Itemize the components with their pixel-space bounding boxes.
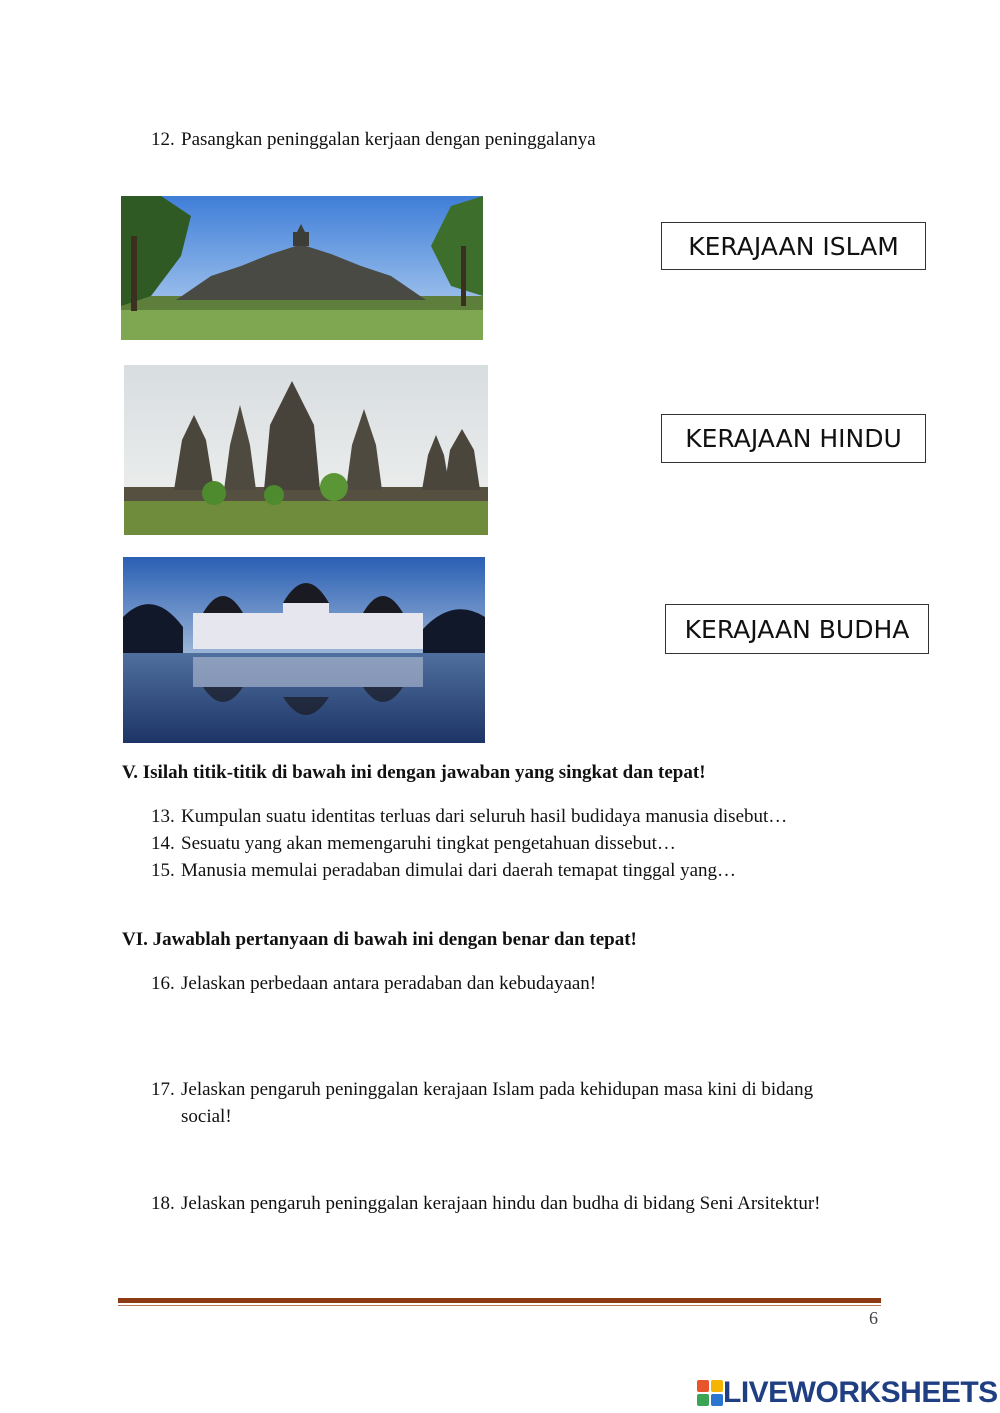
page-number: 6 xyxy=(869,1308,878,1328)
question-number: 13. xyxy=(151,806,175,827)
label-text: KERAJAAN HINDU xyxy=(685,424,902,453)
question-14 xyxy=(151,830,676,857)
question-text: Pasangkan peninggalan kerjaan dengan peninggalanya xyxy=(181,129,596,150)
borobudur-temple-photo[interactable] xyxy=(121,196,483,340)
question-number: 12. xyxy=(151,129,175,150)
section-v-title: V. Isilah titik-titik di bawah ini dengan jawaban yang singkat dan tepat! xyxy=(122,762,706,783)
question-text-continuation: social! xyxy=(181,1106,232,1127)
section-vi-title: VI. Jawablah pertanyaan di bawah ini dengan benar dan tepat! xyxy=(122,929,637,950)
question-number: 14. xyxy=(151,833,175,854)
question-text: Jelaskan perbedaan antara peradaban dan kebudayaan! xyxy=(181,973,597,994)
liveworksheets-logo xyxy=(697,1376,998,1410)
prambanan-temple-photo[interactable] xyxy=(124,365,488,535)
label-text: KERAJAAN ISLAM xyxy=(688,231,899,261)
question-text: Jelaskan pengaruh peninggalan kerajaan hindu dan budha di bidang Seni Arsitektur! xyxy=(181,1193,821,1214)
question-text: Manusia memulai peradaban dimulai dari daerah temapat tinggal yang… xyxy=(181,860,737,881)
liveworksheets-logo-icon xyxy=(697,1380,723,1406)
label-text: KERAJAAN BUDHA xyxy=(684,614,910,644)
question-number: 17. xyxy=(151,1079,175,1100)
brand-name: LIVEWORKSHEETS xyxy=(723,1376,998,1409)
question-number: 16. xyxy=(151,973,175,994)
question-12 xyxy=(151,126,596,153)
question-text: Kumpulan suatu identitas terluas dari seluruh hasil budidaya manusia disebut… xyxy=(181,806,788,827)
question-18 xyxy=(151,1190,821,1217)
question-text: Sesuatu yang akan memengaruhi tingkat pengetahuan dissebut… xyxy=(181,833,676,854)
baiturrahman-mosque-photo[interactable] xyxy=(123,557,485,743)
question-text: Jelaskan pengaruh peninggalan kerajaan Islam pada kehidupan masa kini di bidang xyxy=(181,1079,814,1100)
question-number: 18. xyxy=(151,1193,175,1214)
label-kerajaan-islam[interactable] xyxy=(661,222,926,270)
question-13 xyxy=(151,803,787,830)
question-number: 15. xyxy=(151,860,175,881)
footer-rule xyxy=(118,1298,881,1303)
label-kerajaan-budha[interactable] xyxy=(665,604,929,654)
label-kerajaan-hindu[interactable] xyxy=(661,414,926,463)
question-16 xyxy=(151,970,596,997)
footer-rule-thin xyxy=(118,1305,881,1306)
question-15 xyxy=(151,857,736,884)
question-17 xyxy=(151,1076,871,1130)
